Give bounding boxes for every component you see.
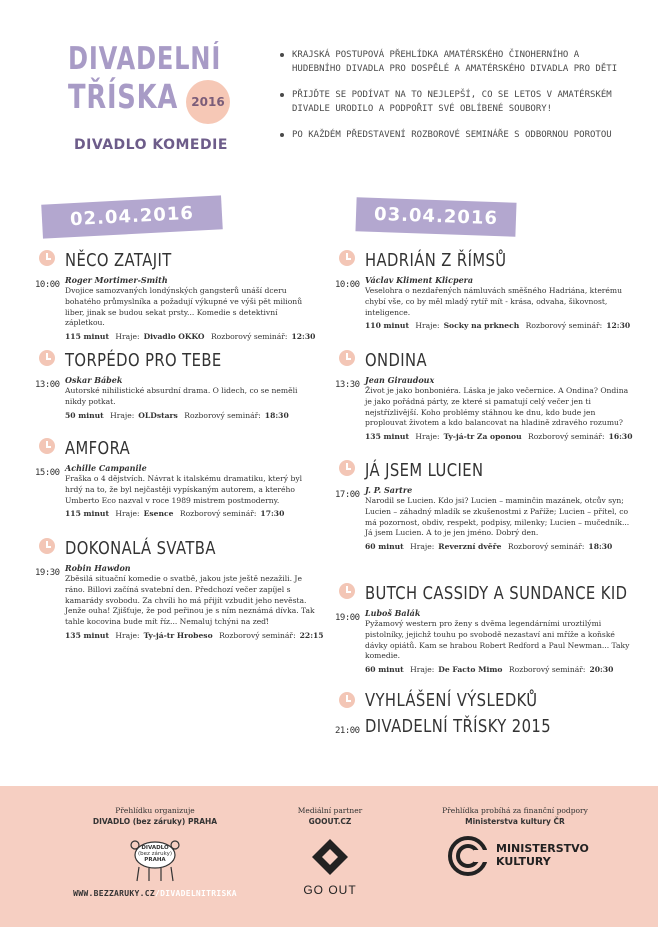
- play-description: Narodil se Lucien. Kdo jsi? Lucien – maminčin mazánek, otcův syn; Lucien – záhadný mladík se zkušenostmi z Paříže; Lucien – přítel, co má pozornost, obdiv, respekt, podpisy, milenky; Lucien – mučedník... Já jsem Lucien. A to je jen jméno. Dobrý den.: [365, 496, 630, 538]
- play-title: AMFORA: [65, 438, 131, 459]
- seminar-time: 22:15: [299, 630, 324, 640]
- play-description: Zběsilá situační komedie o svatbě, jakou jste ještě nezažili. Je ráno. Billovi začíná svatební den. Předchozí večer zapíjel s kamarády svobodu. Za chvíli ho má přijít vzbudit jeho nevěsta. Jenže ouha! Zjišťuje, že pod peřinou je s ním neznámá dívka. Tak tahle kocovina bude mít říz... Nemaluj tchýni na zeď!: [65, 574, 315, 627]
- plays-label: Hraje:: [415, 432, 440, 442]
- festival-year-badge: 2016: [186, 80, 230, 124]
- play-meta: [365, 542, 630, 551]
- intro-bullets: [280, 48, 620, 154]
- clock-icon: [39, 350, 55, 366]
- program-item: [35, 538, 324, 640]
- play-meta: [65, 332, 315, 341]
- play-duration: 110 minut: [365, 321, 409, 331]
- play-title: ONDINA: [365, 350, 427, 371]
- play-duration: 115 minut: [65, 332, 109, 342]
- program-item: [335, 250, 631, 331]
- play-author: Achille Campanile: [65, 463, 147, 473]
- date-banner-day1: 02.04.2016: [41, 195, 223, 238]
- start-time: 13:00: [35, 380, 60, 390]
- play-troupe: OLDstars: [138, 410, 178, 420]
- play-troupe: Reverzní dvěře: [438, 542, 502, 552]
- organizer-logo-text-2: (bez záruky): [137, 851, 173, 857]
- seminar-label: Rozborový seminář:: [525, 321, 603, 331]
- seminar-time: 18:30: [588, 542, 613, 552]
- plays-label: Hraje:: [110, 410, 135, 420]
- start-time: 19:00: [335, 613, 360, 623]
- organizer-block: [70, 806, 240, 898]
- play-title: NĚCO ZATAJIT: [65, 250, 172, 271]
- play-meta: [65, 411, 315, 420]
- organizer-caption: Přehlídku organizuje: [115, 806, 195, 815]
- seminar-time: 12:30: [606, 321, 631, 331]
- play-troupe: Socky na prknech: [443, 321, 520, 331]
- festival-logo-line2: TŘÍSKA: [68, 77, 179, 116]
- goout-logo-text: GO OUT: [303, 883, 357, 897]
- plays-label: Hraje:: [410, 665, 435, 675]
- support-name: Ministerstva kultury ČR: [465, 817, 565, 826]
- media-caption: Mediální partner: [297, 806, 363, 815]
- play-author: Jean Giraudoux: [365, 375, 435, 385]
- clock-icon: [339, 460, 355, 476]
- program-item: [35, 350, 315, 420]
- start-time: 10:00: [335, 280, 360, 290]
- clock-icon: [39, 250, 55, 266]
- play-title: BUTCH CASSIDY A SUNDANCE KID: [365, 583, 628, 604]
- seminar-label: Rozborový seminář:: [210, 332, 288, 342]
- intro-bullet: KRAJSKÁ POSTUPOVÁ PŘEHLÍDKA AMATÉRSKÉHO ČINOHERNÍHO A HUDEBNÍHO DIVADLA PRO DOSPĚLÉ A AMATÉRSKÉHO DIVADLA PRO DĚTI: [280, 48, 620, 76]
- start-time: 13:30: [335, 380, 360, 390]
- play-troupe: Ty-já-tr Hrobeso: [143, 630, 213, 640]
- play-duration: 50 minut: [65, 410, 104, 420]
- support-caption: Přehlídka probíhá za finanční podpory: [442, 806, 588, 815]
- program-item: [35, 250, 316, 342]
- organizer-logo-text-3: PRAHA: [144, 857, 166, 863]
- intro-bullet: PO KAŽDÉM PŘEDSTAVENÍ ROZBOROVÉ SEMINÁŘE S ODBORNOU POROTOU: [280, 128, 620, 142]
- date-banner-day2: 03.04.2016: [355, 197, 516, 237]
- clock-icon: [339, 250, 355, 266]
- media-partner-block: [280, 806, 380, 897]
- media-name[interactable]: GOOUT.CZ: [308, 817, 352, 826]
- bullet-dot-icon: [280, 53, 284, 57]
- seminar-time: 16:30: [608, 432, 633, 442]
- play-author: Václav Kliment Klicpera: [365, 275, 474, 285]
- play-meta: [365, 432, 633, 442]
- play-duration: 60 minut: [365, 665, 404, 675]
- closing-item: [335, 690, 630, 738]
- bullet-dot-icon: [280, 133, 284, 137]
- play-troupe: Ty-já-tr Za oponou: [443, 432, 522, 442]
- organizer-name: DIVADLO (bez záruky) PRAHA: [92, 817, 218, 826]
- play-description: Dvojice samozvaných londýnských gangsterů unáší dceru bohatého průmyslníka a požadují výkupné ve výši pět milionů liber, jinak se budou sekat prsty... Komedie s detektivní zápletkou.: [65, 286, 303, 328]
- play-description: Pyžamový western pro ženy s dvěma legendárními uroztilými pistolníky, jejichž touhu po svobodě nezastaví ani mříže a koňské dávky opiátů. Kam se hrabou Robert Redford a Paul Newman... Taky komedie.: [365, 619, 630, 661]
- start-time: 15:00: [35, 468, 60, 478]
- play-meta: [65, 630, 324, 640]
- play-description: Život je jako bonboniéra. Láska je jako večernice. A Ondina? Ondina je jako pořádná párty, ze které si pamatují celý večer jen ti nejstřízlivější. Koho problémy stáhnou ke dnu, kdo bude jen proplouvat životem a kdo balancovat na hladině zdravého rozumu?: [365, 386, 629, 428]
- play-meta: [65, 509, 315, 518]
- play-title: DOKONALÁ SVATBA: [65, 538, 216, 559]
- play-description: Veselohra o nezdařených námluvách směšného Hadriána, kterému chybí vše, co by měl mladý rytíř mít - krása, odvaha, šikovnost, inteligence.: [365, 286, 623, 317]
- program-item: [35, 438, 315, 519]
- support-block: [420, 806, 610, 827]
- play-duration: 115 minut: [65, 509, 109, 519]
- program-item: [335, 583, 630, 675]
- play-title: HADRIÁN Z ŘÍMSŮ: [365, 250, 507, 271]
- seminar-label: Rozborový seminář:: [184, 410, 261, 420]
- start-time: 17:00: [335, 490, 360, 500]
- ministry-logo-text: MINISTERSTVO KULTURY: [496, 842, 589, 868]
- goout-logo-icon: [310, 837, 350, 877]
- seminar-label: Rozborový seminář:: [508, 665, 586, 675]
- play-duration: 60 minut: [365, 542, 404, 552]
- sponsor-footer: [0, 786, 658, 927]
- clock-icon: [339, 350, 355, 366]
- play-author: Robin Hawdon: [65, 563, 131, 573]
- start-time: 10:00: [35, 280, 60, 290]
- seminar-label: Rozborový seminář:: [219, 630, 296, 640]
- play-duration: 135 minut: [365, 432, 409, 442]
- play-author: J. P. Sartre: [365, 485, 413, 495]
- program-item: [335, 350, 633, 442]
- ministry-logo-icon: [448, 836, 488, 876]
- plays-label: Hraje:: [115, 630, 140, 640]
- play-author: Luboš Balák: [365, 608, 421, 618]
- play-description: Fraška o 4 dějstvích. Návrat k italskému dramatiku, který byl hrdý na to, že byl nejčastěji vypískaným autorem, a kterého Umberto Eco nazval v roce 1989 mistrem postmoderny.: [65, 474, 303, 505]
- play-meta: [365, 665, 630, 674]
- organizer-logo-text-1: DIVADLO: [141, 845, 169, 851]
- play-duration: 135 minut: [65, 630, 109, 640]
- play-author: Roger Mortimer-Smith: [65, 275, 168, 285]
- seminar-time: 17:30: [260, 509, 285, 519]
- start-time: 21:00: [335, 726, 360, 736]
- seminar-label: Rozborový seminář:: [507, 542, 585, 552]
- bullet-dot-icon: [280, 93, 284, 97]
- plays-label: Hraje:: [410, 542, 435, 552]
- program-item: [335, 460, 630, 552]
- seminar-time: 20:30: [589, 665, 614, 675]
- seminar-time: 18:30: [264, 410, 289, 420]
- seminar-label: Rozborový seminář:: [179, 509, 257, 519]
- clock-icon: [39, 438, 55, 454]
- intro-bullet: PŘIJĎTE SE PODÍVAT NA TO NEJLEPŠÍ, CO SE LETOS V AMATÉRSKÉM DIVADLE URODILO A PODPOŘIT SVÉ OBLÍBENÉ SOUBORY!: [280, 88, 620, 116]
- start-time: 19:30: [35, 568, 60, 578]
- plays-label: Hraje:: [115, 332, 140, 342]
- plays-label: Hraje:: [115, 509, 140, 519]
- play-meta: [365, 321, 630, 330]
- play-title: TORPÉDO PRO TEBE: [65, 350, 222, 371]
- closing-title-line1: VYHLÁŠENÍ VÝSLEDKŮ: [365, 690, 538, 711]
- play-troupe: Divadlo OKKO: [143, 332, 205, 342]
- organizer-url[interactable]: WWW.BEZZARUKY.CZ/DIVADELNITRISKA: [73, 889, 237, 898]
- clock-icon: [339, 692, 355, 708]
- clock-icon: [339, 583, 355, 599]
- organizer-logo: [127, 833, 183, 883]
- seminar-label: Rozborový seminář:: [528, 432, 605, 442]
- seminar-time: 12:30: [291, 332, 316, 342]
- play-title: JÁ JSEM LUCIEN: [365, 460, 484, 481]
- play-description: Autorské nihilistické absurdní drama. O lidech, co se neměli nikdy potkat.: [65, 386, 298, 406]
- play-troupe: Esence: [143, 509, 174, 519]
- closing-title-line2: DIVADELNÍ TŘÍSKY 2015: [365, 716, 551, 737]
- venue-name: DIVADLO KOMEDIE: [74, 137, 228, 153]
- play-troupe: De Facto Mimo: [438, 665, 503, 675]
- festival-logo-line1: DIVADELNÍ: [68, 41, 222, 77]
- plays-label: Hraje:: [415, 321, 440, 331]
- clock-icon: [39, 538, 55, 554]
- play-author: Oskar Bábek: [65, 375, 123, 385]
